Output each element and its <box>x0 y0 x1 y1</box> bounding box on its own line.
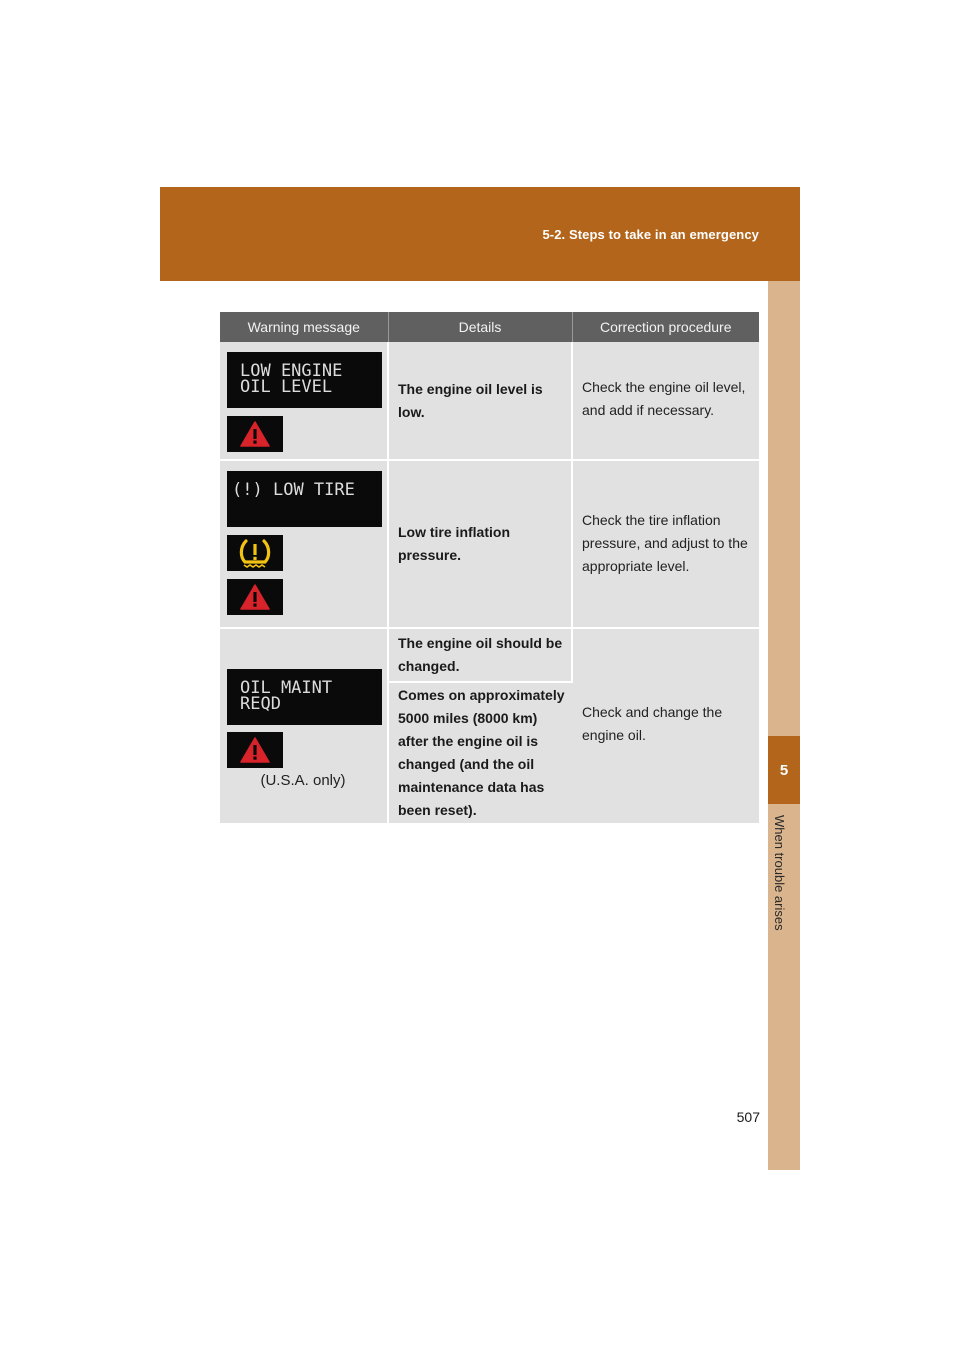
table-row <box>220 628 759 682</box>
lcd-display <box>227 471 382 527</box>
display-line: OIL MAINT <box>240 678 333 698</box>
warning-message-cell <box>220 460 388 628</box>
warning-message-cell <box>220 628 388 824</box>
display-line: REQD <box>240 694 281 714</box>
region-note: (U.S.A. only) <box>260 772 346 789</box>
master-warning-icon <box>227 732 283 768</box>
column-header-details: Details <box>388 312 572 342</box>
side-tab <box>768 281 800 1170</box>
warning-message-cell <box>220 342 388 460</box>
master-warning-icon <box>227 579 283 615</box>
display-line: LOW TIRE <box>272 480 355 500</box>
display-line: OIL LEVEL <box>240 377 333 397</box>
correction-cell: Check and change the engine oil. <box>572 628 759 824</box>
chapter-number: 5 <box>768 736 800 804</box>
correction-cell: Check the tire inflation pressure, and adjust to the appropriate level. <box>572 460 759 628</box>
section-title: 5-2. Steps to take in an emergency <box>542 227 759 242</box>
column-header-correction-procedure: Correction procedure <box>572 312 759 342</box>
details-cell: Comes on approximately 5000 miles (8000 km) after the engine oil is changed (and the oil maintenance data has been reset). <box>388 682 572 824</box>
chapter-label: When trouble arises <box>772 815 787 931</box>
table-header-row <box>220 312 759 342</box>
table-row <box>220 342 759 460</box>
table-row <box>220 460 759 628</box>
tire-pressure-icon: (!) <box>232 480 263 500</box>
header-band <box>160 187 800 281</box>
correction-cell: Check the engine oil level, and add if necessary. <box>572 342 759 460</box>
lcd-display <box>227 669 382 725</box>
details-cell: Low tire inflation pressure. <box>388 460 572 628</box>
column-header-warning-message: Warning message <box>220 312 388 342</box>
lcd-display <box>227 352 382 408</box>
details-cell: The engine oil should be changed. <box>388 628 572 682</box>
display-line: LOW ENGINE <box>240 361 343 381</box>
warning-table <box>220 312 759 825</box>
details-cell: The engine oil level is low. <box>388 342 572 460</box>
master-warning-icon <box>227 416 283 452</box>
page-number: 507 <box>736 1109 760 1125</box>
tire-pressure-warning-icon <box>227 535 283 571</box>
